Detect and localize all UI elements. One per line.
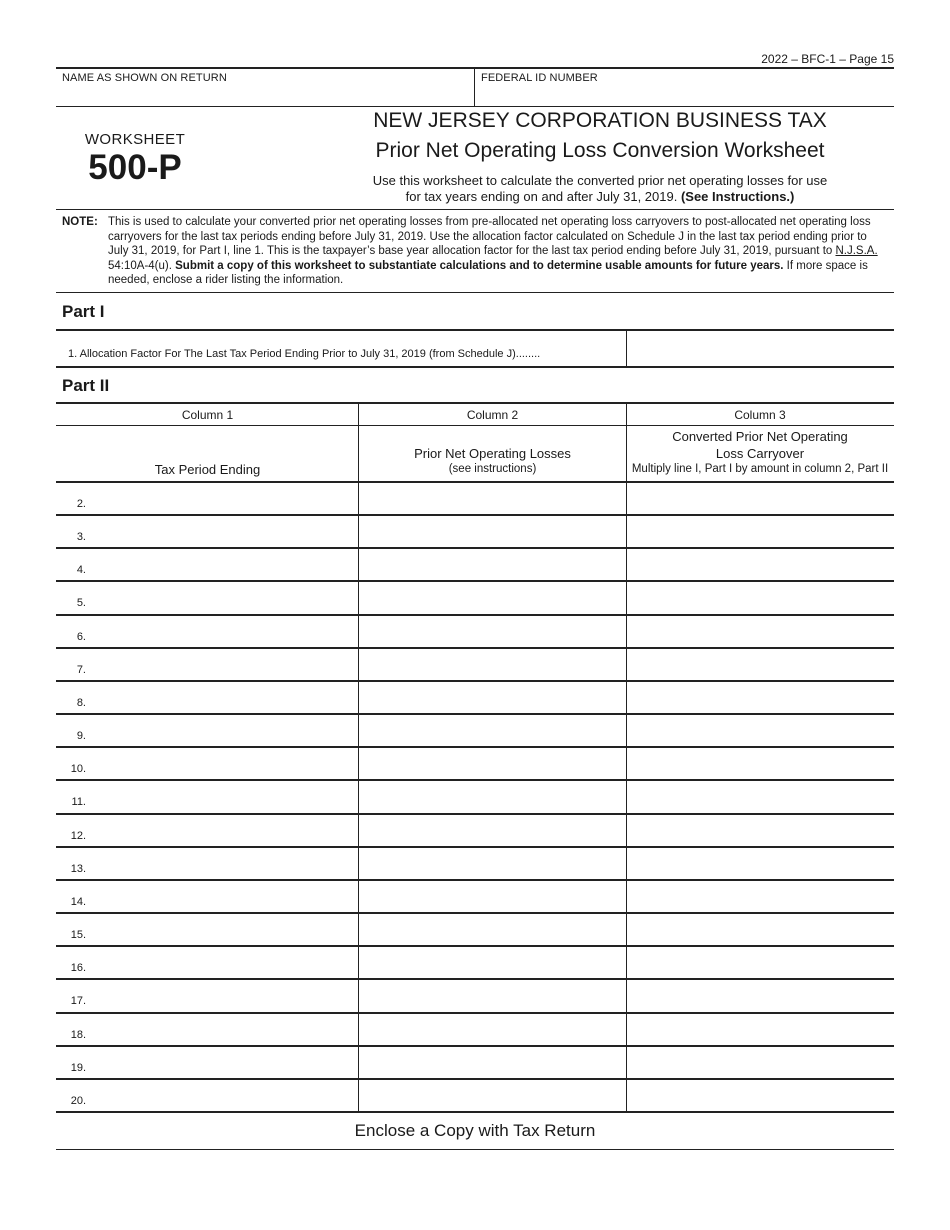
table-bottom-rule — [56, 1111, 894, 1113]
prior-nol-cell[interactable] — [361, 981, 624, 1009]
table-row-number: 2. — [76, 498, 86, 510]
table-row-number: 12. — [70, 829, 86, 842]
part-2-title: Part II — [62, 376, 110, 395]
table-row-number: 14. — [70, 895, 86, 908]
tax-period-ending-cell[interactable] — [90, 583, 356, 611]
table-row-number: 18. — [70, 1028, 86, 1041]
tax-period-ending-cell[interactable] — [90, 550, 356, 578]
converted-nol-cell[interactable] — [628, 517, 892, 545]
note-bold-text: Submit a copy of this worksheet to substantiate calculations and to determine usable amounts for future years. — [175, 259, 784, 272]
note-text-a: This is used to calculate your converted prior net operating losses from pre-allocated net operating loss carryovers to post-allocated net operating loss carryovers for the last tax periods ending before July 31, 2019. Use the allocation factor calculated on Schedule J in the last tax period ending prior to July 31, 2019, for Part I, line 1. This is the taxpayer’s base year allocation factor for the last tax period ending before July 31, 2019, pursuant to — [108, 216, 871, 258]
table-row-number: 17. — [70, 995, 86, 1008]
converted-nol-cell[interactable] — [628, 1015, 892, 1043]
converted-nol-cell[interactable] — [628, 849, 892, 877]
tax-period-ending-cell[interactable] — [90, 517, 356, 545]
header-divider — [474, 68, 475, 106]
converted-nol-cell[interactable] — [628, 948, 892, 976]
header-bottom-rule — [56, 106, 894, 107]
converted-nol-cell[interactable] — [628, 650, 892, 678]
prior-nol-cell[interactable] — [361, 1081, 624, 1109]
prior-nol-cell[interactable] — [361, 484, 624, 512]
header-top-rule — [56, 67, 894, 69]
table-row-number: 20. — [70, 1094, 86, 1107]
table-row-rule — [56, 879, 894, 881]
table-row-rule — [56, 1078, 894, 1080]
table-row-rule — [56, 614, 894, 616]
footer-text: Enclose a Copy with Tax Return — [354, 1121, 596, 1140]
tax-period-ending-cell[interactable] — [90, 749, 356, 777]
tax-period-ending-cell[interactable] — [90, 849, 356, 877]
note-text-b: 54:10A-4(u). — [108, 259, 176, 272]
instructions-line-2 — [300, 189, 900, 205]
tax-period-ending-cell[interactable] — [90, 1048, 356, 1076]
column-3-head: Column 3 — [734, 408, 786, 422]
prior-nol-cell[interactable] — [361, 816, 624, 844]
column-head-rule — [56, 425, 894, 426]
tax-period-ending-cell[interactable] — [90, 816, 356, 844]
prior-nol-cell[interactable] — [361, 849, 624, 877]
converted-nol-cell[interactable] — [628, 484, 892, 512]
tax-period-ending-cell[interactable] — [90, 650, 356, 678]
prior-nol-cell[interactable] — [361, 650, 624, 678]
table-row-number: 11. — [71, 796, 86, 809]
worksheet-word: WORKSHEET — [84, 131, 186, 148]
table-row-number: 9. — [76, 730, 86, 743]
instructions-line-2-text: for tax years ending on and after July 31, 2019. — [405, 189, 681, 204]
column-1-description: Tax Period Ending — [154, 462, 261, 477]
table-row-rule — [56, 1012, 894, 1014]
table-row-rule — [56, 978, 894, 980]
column-2-description — [359, 445, 626, 476]
table-row-number: 19. — [70, 1061, 86, 1074]
part-1-line-1-label: 1. Allocation Factor For The Last Tax Period Ending Prior to July 31, 2019 (from Schedule J)........ — [68, 348, 541, 360]
tax-period-ending-cell[interactable] — [90, 617, 356, 645]
table-row-number: 5. — [76, 597, 86, 610]
column-3-description-line-1: Converted Prior Net Operating — [672, 429, 848, 444]
part-1-title: Part I — [62, 302, 105, 321]
table-row-rule — [56, 813, 894, 815]
prior-nol-cell[interactable] — [361, 583, 624, 611]
prior-nol-cell[interactable] — [361, 617, 624, 645]
converted-nol-cell[interactable] — [628, 749, 892, 777]
note-top-rule — [56, 209, 894, 210]
table-row-rule — [56, 1045, 894, 1047]
fein-field-label: FEDERAL ID NUMBER — [481, 72, 598, 84]
part-1-divider — [626, 330, 627, 366]
see-instructions: (See Instructions.) — [680, 189, 795, 204]
table-row-rule — [56, 547, 894, 549]
converted-nol-cell[interactable] — [628, 782, 892, 810]
table-row-number: 8. — [76, 696, 86, 709]
column-2-head: Column 2 — [466, 408, 519, 422]
note-body — [108, 215, 890, 288]
table-row-number: 13. — [70, 862, 86, 875]
note-label: NOTE: — [62, 216, 98, 228]
note-statute: N.J.S.A. — [835, 245, 878, 258]
column-2-description-line-1: Prior Net Operating Losses — [414, 446, 571, 461]
note-text-c: If more space is needed, enclose a rider listing the information. — [108, 259, 868, 287]
allocation-factor-field[interactable] — [628, 331, 893, 365]
table-row-rule — [56, 846, 894, 848]
prior-nol-cell[interactable] — [361, 1015, 624, 1043]
footer-rule — [56, 1149, 894, 1150]
instructions-line-1: Use this worksheet to calculate the converted prior net operating losses for use — [372, 173, 828, 188]
table-row-rule — [56, 580, 894, 582]
prior-nol-cell[interactable] — [361, 550, 624, 578]
table-row-rule — [56, 945, 894, 947]
column-divider-1 — [358, 403, 359, 1113]
table-row-number: 10. — [70, 763, 86, 776]
column-1-head: Column 1 — [181, 408, 234, 422]
converted-nol-cell[interactable] — [628, 981, 892, 1009]
prior-nol-cell[interactable] — [361, 782, 624, 810]
table-row-rule — [56, 779, 894, 781]
table-row-number: 16. — [70, 962, 86, 975]
worksheet-number: 500-P — [88, 148, 182, 187]
column-3-description-line-3: Multiply line I, Part I by amount in column 2, Part II — [631, 463, 889, 475]
tax-period-ending-cell[interactable] — [90, 484, 356, 512]
tax-period-ending-cell[interactable] — [90, 948, 356, 976]
converted-nol-cell[interactable] — [628, 583, 892, 611]
converted-nol-cell[interactable] — [628, 882, 892, 910]
table-row-number: 3. — [76, 531, 86, 544]
prior-nol-cell[interactable] — [361, 517, 624, 545]
tax-period-ending-cell[interactable] — [90, 782, 356, 810]
converted-nol-cell[interactable] — [628, 1081, 892, 1109]
table-row-rule — [56, 713, 894, 715]
converted-nol-cell[interactable] — [628, 716, 892, 744]
column-2-description-line-2: (see instructions) — [448, 463, 537, 475]
page-label: 2022 – BFC-1 – Page 15 — [761, 52, 894, 66]
table-row-number: 15. — [70, 929, 86, 942]
prior-nol-cell[interactable] — [361, 683, 624, 711]
note-bottom-rule — [56, 292, 894, 293]
tax-period-ending-cell[interactable] — [90, 683, 356, 711]
table-row-number: 4. — [76, 564, 86, 577]
converted-nol-cell[interactable] — [628, 550, 892, 578]
prior-nol-cell[interactable] — [361, 915, 624, 943]
form-title: NEW JERSEY CORPORATION BUSINESS TAX — [373, 109, 827, 132]
table-row-number: 7. — [76, 663, 86, 676]
column-divider-2 — [626, 403, 627, 1113]
converted-nol-cell[interactable] — [628, 683, 892, 711]
table-row-rule — [56, 514, 894, 516]
tax-period-ending-cell[interactable] — [90, 716, 356, 744]
tax-period-ending-cell[interactable] — [90, 1015, 356, 1043]
table-row-rule — [56, 481, 894, 483]
converted-nol-cell[interactable] — [628, 915, 892, 943]
table-row-rule — [56, 680, 894, 682]
fein-field[interactable] — [476, 86, 893, 105]
tax-period-ending-cell[interactable] — [90, 882, 356, 910]
prior-nol-cell[interactable] — [361, 882, 624, 910]
form-instructions — [300, 173, 900, 205]
column-3-description — [626, 428, 894, 477]
table-row-rule — [56, 912, 894, 914]
table-row-rule — [56, 647, 894, 649]
table-row-number: 6. — [76, 630, 86, 643]
tax-period-ending-cell[interactable] — [90, 981, 356, 1009]
part-2-top-rule — [56, 402, 894, 404]
prior-nol-cell[interactable] — [361, 716, 624, 744]
converted-nol-cell[interactable] — [628, 816, 892, 844]
prior-nol-cell[interactable] — [361, 948, 624, 976]
name-field[interactable] — [57, 86, 473, 105]
converted-nol-cell[interactable] — [628, 1048, 892, 1076]
prior-nol-cell[interactable] — [361, 749, 624, 777]
tax-period-ending-cell[interactable] — [90, 915, 356, 943]
table-row-rule — [56, 746, 894, 748]
column-3-description-line-2: Loss Carryover — [715, 446, 805, 461]
name-field-label: NAME AS SHOWN ON RETURN — [62, 72, 227, 84]
form-subtitle: Prior Net Operating Loss Conversion Worksheet — [375, 139, 825, 162]
converted-nol-cell[interactable] — [628, 617, 892, 645]
tax-period-ending-cell[interactable] — [90, 1081, 356, 1109]
prior-nol-cell[interactable] — [361, 1048, 624, 1076]
part-1-bottom-rule — [56, 366, 894, 368]
